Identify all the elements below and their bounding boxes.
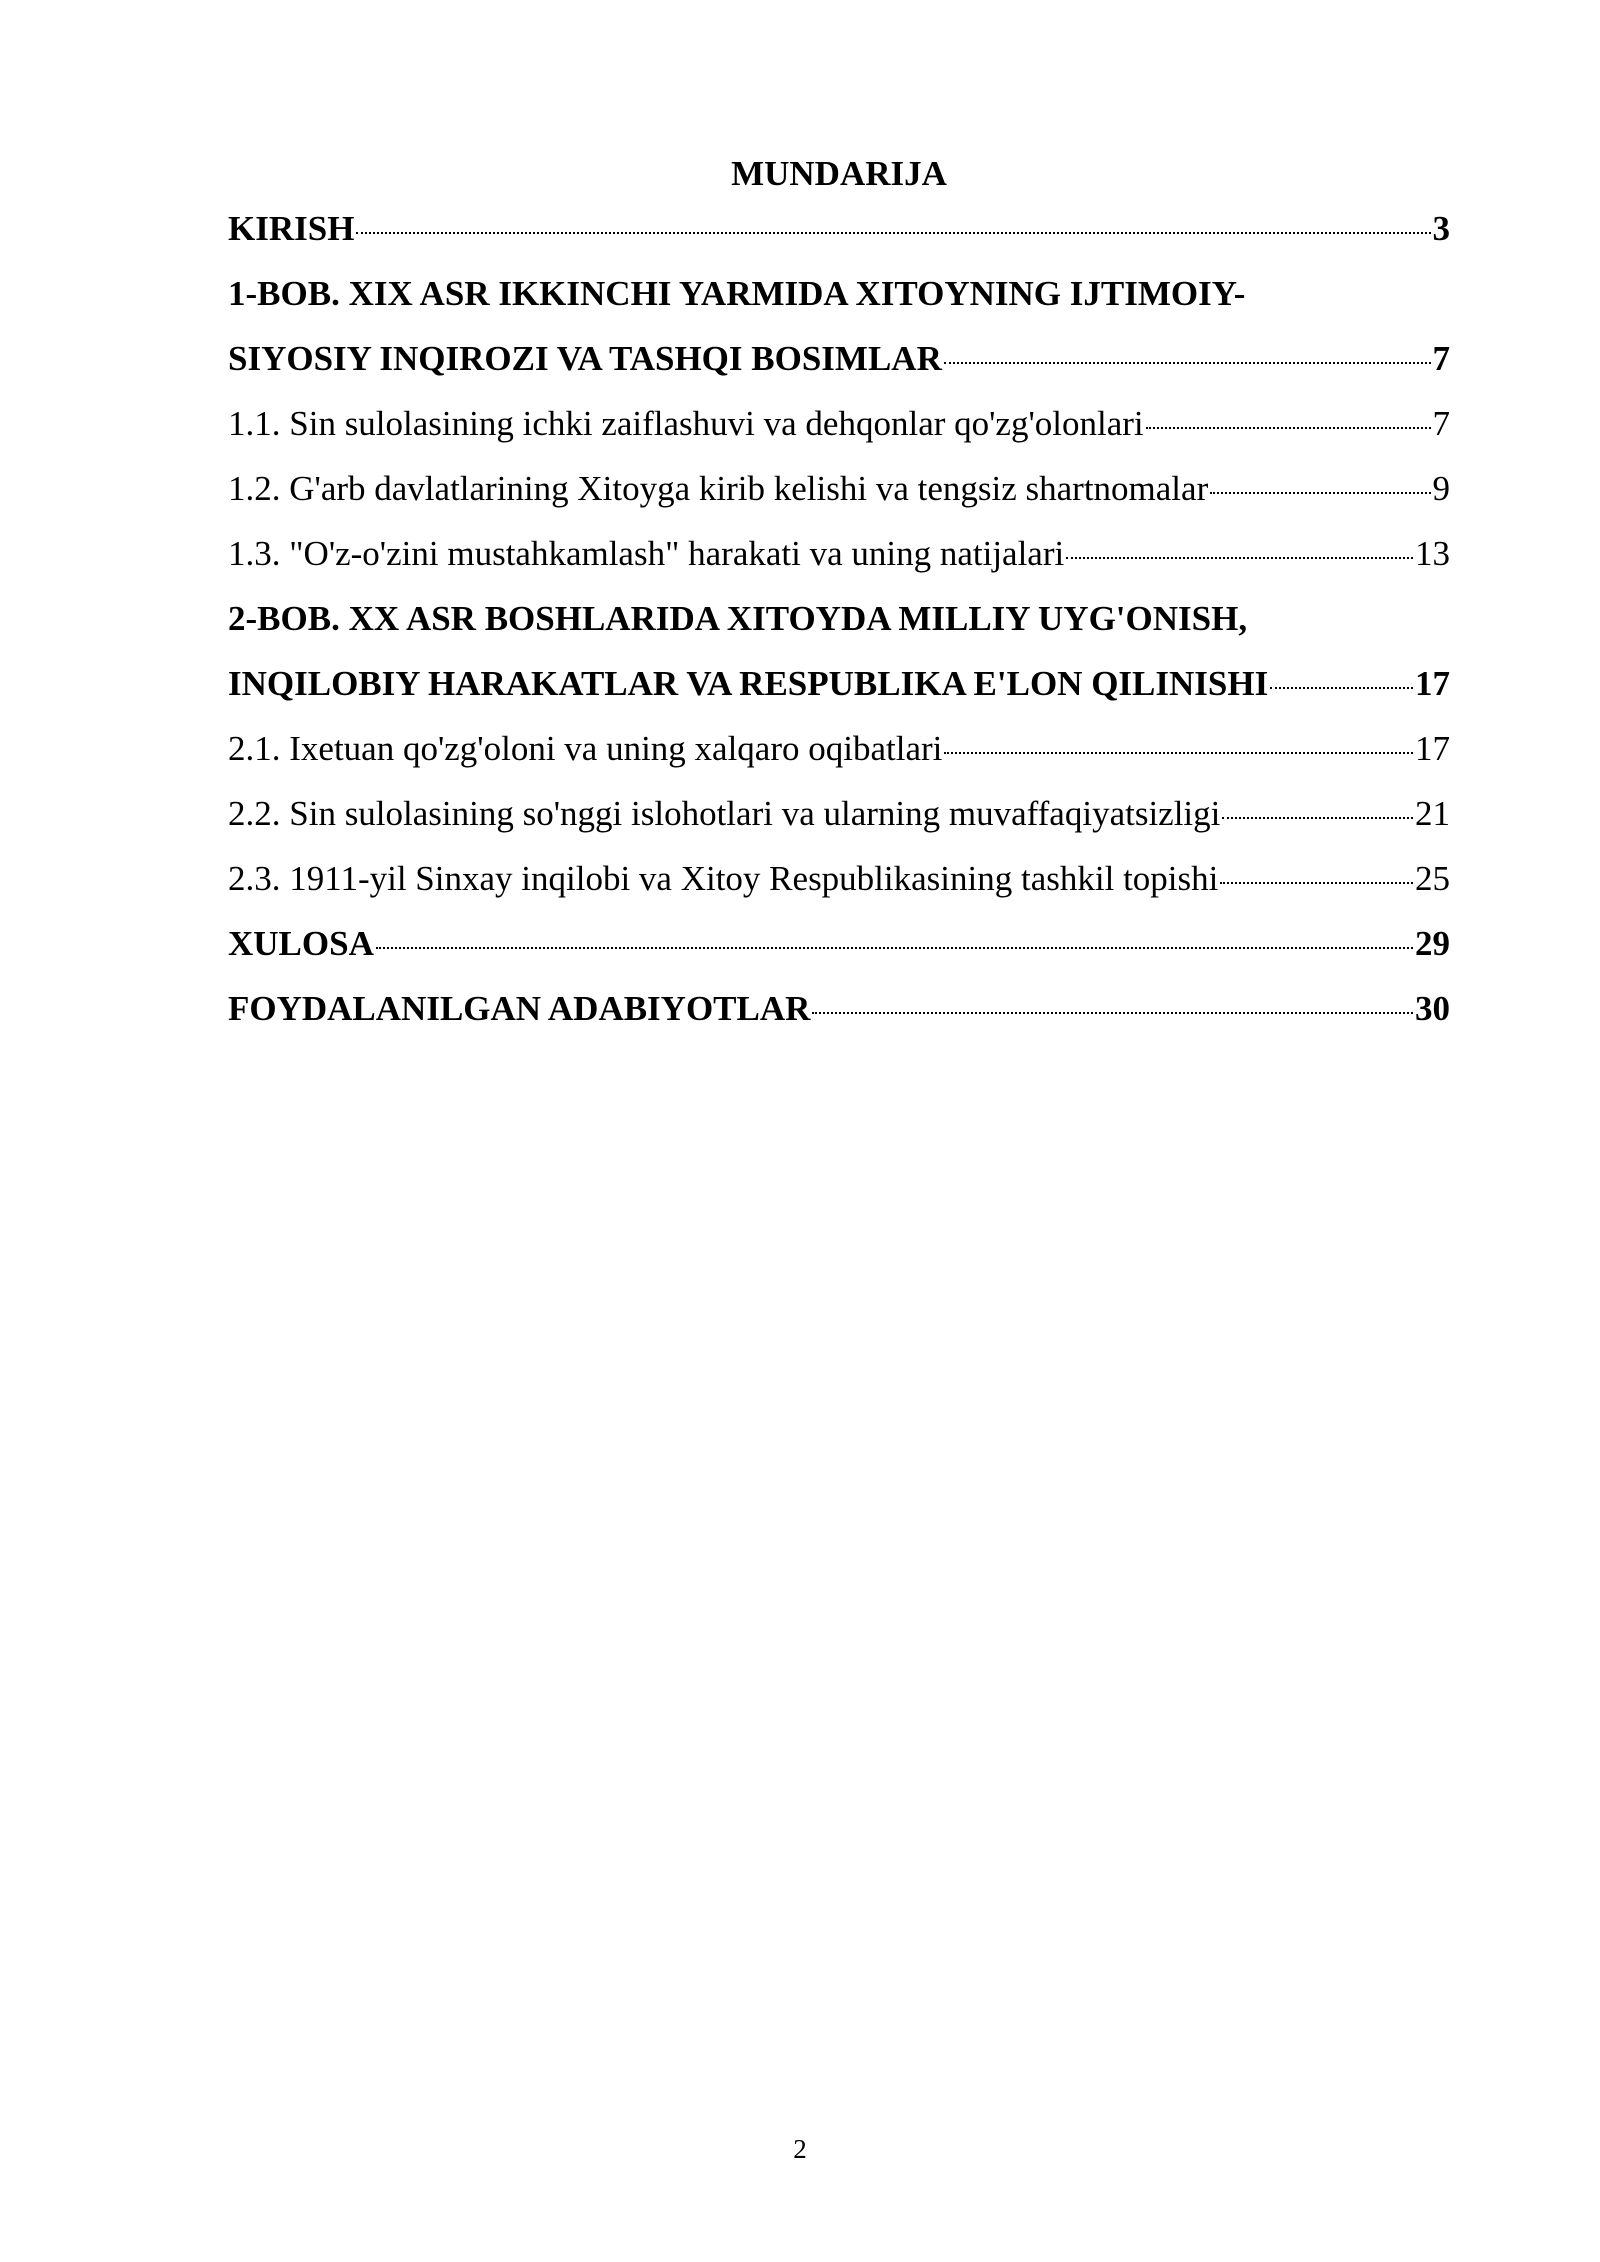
toc-entry-title-line-1: 2-BOB. XX ASR BOSHLARIDA XITOYDA MILLIY UYG'ONISH, [228,599,1248,638]
toc-entry-title: FOYDALANILGAN ADABIYOTLAR [228,989,811,1028]
toc-entry-page: 9 [1432,469,1450,508]
toc-entry-page: 21 [1415,794,1450,833]
dot-leader [1270,687,1413,689]
toc-entry-page: 7 [1432,404,1450,443]
toc-entry-line [228,911,1450,976]
toc-entry-title: 2.2. Sin sulolasining so'nggi islohotlari va ularning muvaffaqiyatsizligi [228,794,1221,833]
dot-leader [944,752,1413,754]
toc-entry-line [228,326,1450,391]
toc-entry-page: 3 [1432,209,1450,248]
table-of-contents [228,196,1450,1041]
toc-entry-section-2-3[interactable] [228,846,1450,911]
toc-entry-title: XULOSA [228,924,374,963]
toc-entry-page: 29 [1415,924,1450,963]
toc-entry-title-line-1: 1-BOB. XIX ASR IKKINCHI YARMIDA XITOYNING IJTIMOIY- [228,274,1246,313]
dot-leader [944,362,1431,364]
toc-entry-line [228,976,1450,1041]
dot-leader [1210,492,1430,494]
toc-entry-title: INQILOBIY HARAKATLAR VA RESPUBLIKA E'LON QILINISHI [228,664,1269,703]
dot-leader [1220,882,1413,884]
toc-entry-line [228,651,1450,716]
toc-entry-chapter-1[interactable] [228,261,1450,391]
dot-leader [356,232,1430,234]
toc-entry-line [228,521,1450,586]
dot-leader [1066,557,1413,559]
dot-leader [376,947,1413,949]
toc-entry-title: KIRISH [228,209,355,248]
toc-entry-title: 1.3. "O'z-o'zini mustahkamlash" harakati va uning natijalari [228,534,1065,573]
page-title: MUNDARIJA [731,154,947,193]
toc-entry-page: 13 [1415,534,1450,573]
toc-entry-references[interactable] [228,976,1450,1041]
toc-entry-page: 25 [1415,859,1450,898]
toc-entry-section-2-2[interactable] [228,781,1450,846]
toc-entry-title: 1.1. Sin sulolasining ichki zaiflashuvi va dehqonlar qo'zg'olonlari [228,404,1144,443]
toc-entry-section-1-3[interactable] [228,521,1450,586]
toc-entry-xulosa[interactable] [228,911,1450,976]
dot-leader [1222,817,1413,819]
toc-entry-line [228,391,1450,456]
toc-entry-page: 7 [1432,339,1450,378]
toc-entry-page: 17 [1415,729,1450,768]
toc-entry-line [228,781,1450,846]
toc-entry-section-2-1[interactable] [228,716,1450,781]
toc-entry-title: 2.1. Ixetuan qo'zg'oloni va uning xalqaro oqibatlari [228,729,943,768]
toc-entry-line [228,716,1450,781]
toc-entry-title: 1.2. G'arb davlatlarining Xitoyga kirib kelishi va tengsiz shartnomalar [228,469,1209,508]
toc-entry-chapter-2[interactable] [228,586,1450,716]
toc-entry-page: 17 [1415,664,1450,703]
toc-entry-title: SIYOSIY INQIROZI VA TASHQI BOSIMLAR [228,339,942,378]
toc-entry-line [228,846,1450,911]
dot-leader [1146,427,1431,429]
page-number: 2 [793,2134,807,2164]
toc-entry-title: 2.3. 1911-yil Sinxay inqilobi va Xitoy Respublikasining tashkil topishi [228,859,1219,898]
dot-leader [812,1012,1413,1014]
toc-entry-section-1-1[interactable] [228,391,1450,456]
toc-entry-line [228,456,1450,521]
toc-entry-page: 30 [1415,989,1450,1028]
toc-entry-line [228,196,1450,261]
toc-entry-section-1-2[interactable] [228,456,1450,521]
toc-entry-kirish[interactable] [228,196,1450,261]
